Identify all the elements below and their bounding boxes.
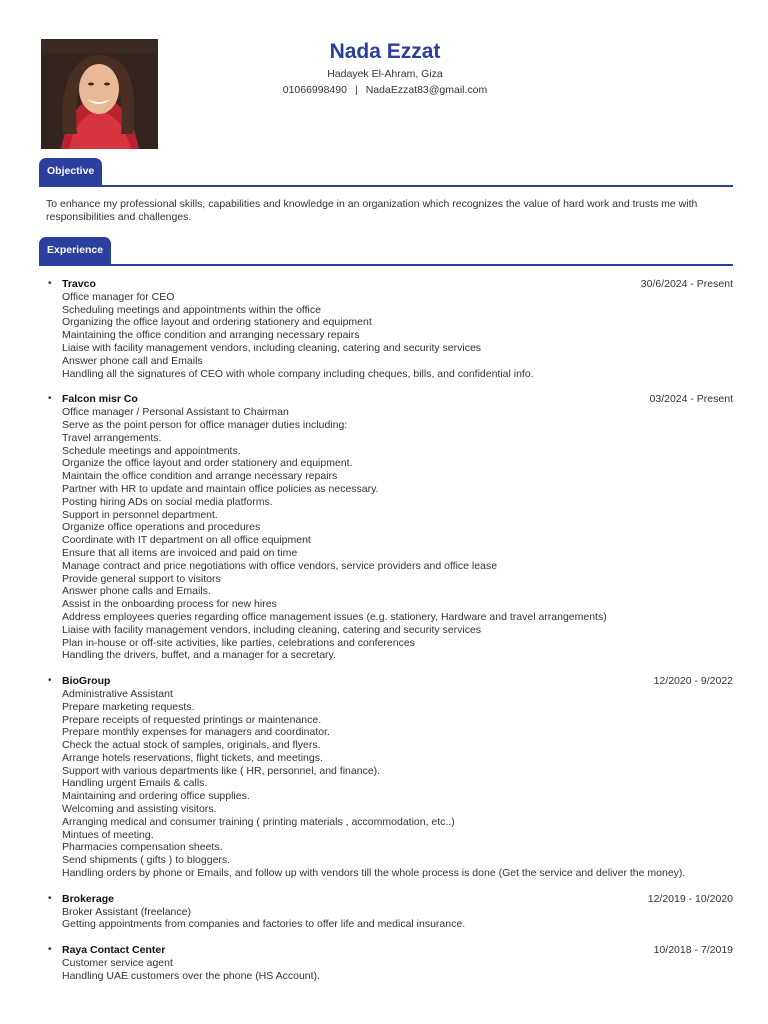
phone-number: 01066998490 [282,84,347,96]
experience-section-title: Experience [39,237,111,264]
job-duty: Office manager / Personal Assistant to Chairman [62,406,289,419]
job-entry [46,944,733,982]
job-duty: Administrative Assistant [62,687,173,700]
job-duty: Support with various departments like ( HR, personnel, and finance). [62,764,381,777]
company-name: Raya Contact Center [62,944,166,957]
job-entry [46,675,733,880]
job-duty: Ensure that all items are invoiced and paid on time [62,546,298,559]
job-duty: Answer phone call and Emails [62,354,203,367]
job-duty: Welcoming and assisting visitors. [62,803,217,816]
job-duty: Send shipments ( gifts ) to bloggers. [62,854,231,867]
job-duty: Handling urgent Emails & calls. [62,777,208,790]
job-duty: Provide general support to visitors [62,572,221,585]
job-duty: Liaise with facility management vendors, including cleaning, catering and security services [62,623,482,636]
job-dates: 12/2020 - 9/2022 [653,675,733,688]
job-duty: Mintues of meeting. [62,828,154,841]
job-duty: Getting appointments from companies and factories to offer life and medical insurance. [62,918,466,931]
bullet-icon: • [48,944,52,956]
job-duty: Posting hiring ADs on social media platforms. [62,495,273,508]
job-duty: Prepare marketing requests. [62,700,195,713]
job-duty: Support in personnel department. [62,508,218,521]
job-duty: Handling the drivers, buffet, and a manager for a secretary. [62,649,336,662]
bullet-icon: • [48,675,52,687]
company-name: Travco [62,278,96,290]
job-duty: Arrange hotels reservations, flight tickets, and meetings. [62,751,323,764]
job-duty: Maintain the office condition and arrange necessary repairs [62,470,338,483]
job-duty: Organize the office layout and order stationery and equipment. [62,457,353,470]
job-entry [46,393,733,662]
job-duty: Office manager for CEO [62,290,175,303]
contact-separator: | [354,84,358,96]
job-entry [46,893,733,931]
company-name: Falcon misr Co [62,393,138,406]
candidate-address: Hadayek El-Ahram, Giza [327,68,443,80]
objective-text: To enhance my professional skills, capabilities and knowledge in an organization which recognizes the value of hard work and trusts me with responsibilities and challenges. [46,198,698,223]
job-duty: Arranging medical and consumer training ( printing materials , accommodation, etc..) [62,815,455,828]
job-dates: 03/2024 - Present [649,393,733,406]
job-duty: Pharmacies compensation sheets. [62,841,223,854]
bullet-icon: • [48,278,52,289]
candidate-name: Nada Ezzat [329,40,441,63]
job-duty: Assist in the onboarding process for new hires [62,598,277,611]
objective-section-title: Objective [39,158,102,185]
job-dates: 12/2019 - 10/2020 [647,892,733,905]
section-divider [39,264,733,266]
job-duty: Handling UAE customers over the phone (HS Account). [62,969,320,982]
job-duty: Answer phone calls and Emails. [62,585,211,598]
job-duty: Organizing the office layout and ordering stationery and equipment [62,316,372,329]
job-dates: 30/6/2024 - Present [640,278,733,290]
job-duty: Plan in-house or off-site activities, like parties, celebrations and conferences [62,636,415,649]
profile-photo [41,39,158,149]
company-name: Brokerage [62,892,114,905]
company-name: BioGroup [62,675,111,688]
job-duty: Handling orders by phone or Emails, and follow up with vendors till the whole process is done (Get the service and deliver the money). [62,867,686,880]
job-duty: Scheduling meetings and appointments within the office [62,303,321,316]
job-duty: Serve as the point person for office manager duties including: [62,418,348,431]
job-duty: Partner with HR to update and maintain office policies as necessary. [62,482,379,495]
job-dates: 10/2018 - 7/2019 [653,944,733,957]
experience-list [46,278,733,983]
bullet-icon: • [48,892,52,904]
job-duty: Address employees queries regarding office management issues (e.g. stationery, Hardware and travel arrangements) [62,610,607,623]
job-duty: Maintaining the office condition and arranging necessary repairs [62,329,360,342]
job-duty: Travel arrangements. [62,431,162,444]
job-duty: Customer service agent [62,957,173,970]
email-address: NadaEzzat83@gmail.com [365,84,488,96]
job-duty: Liaise with facility management vendors, including cleaning, catering and security services [62,341,482,354]
job-duty: Coordinate with IT department on all office equipment [62,534,311,547]
contact-line [170,82,600,98]
bullet-icon: • [48,393,52,405]
experience-section-header [39,237,733,265]
job-duty: Schedule meetings and appointments. [62,444,241,457]
job-duty: Manage contract and price negotiations with office vendors, service providers and office lease [62,559,498,572]
objective-section-header [39,158,733,186]
job-duty: Handling all the signatures of CEO with whole company including cheques, bills, and confidential info. [62,367,534,380]
resume-header [170,38,600,98]
job-duty: Check the actual stock of samples, originals, and flyers. [62,739,321,752]
job-entry [46,278,733,380]
job-duty: Prepare receipts of requested printings or maintenance. [62,713,322,726]
job-duty: Prepare monthly expenses for managers and coordinator. [62,726,330,739]
job-duty: Organize office operations and procedures [62,521,261,534]
section-divider [39,185,733,187]
job-duty: Maintaining and ordering office supplies. [62,790,250,803]
job-duty: Broker Assistant (freelance) [62,905,191,918]
